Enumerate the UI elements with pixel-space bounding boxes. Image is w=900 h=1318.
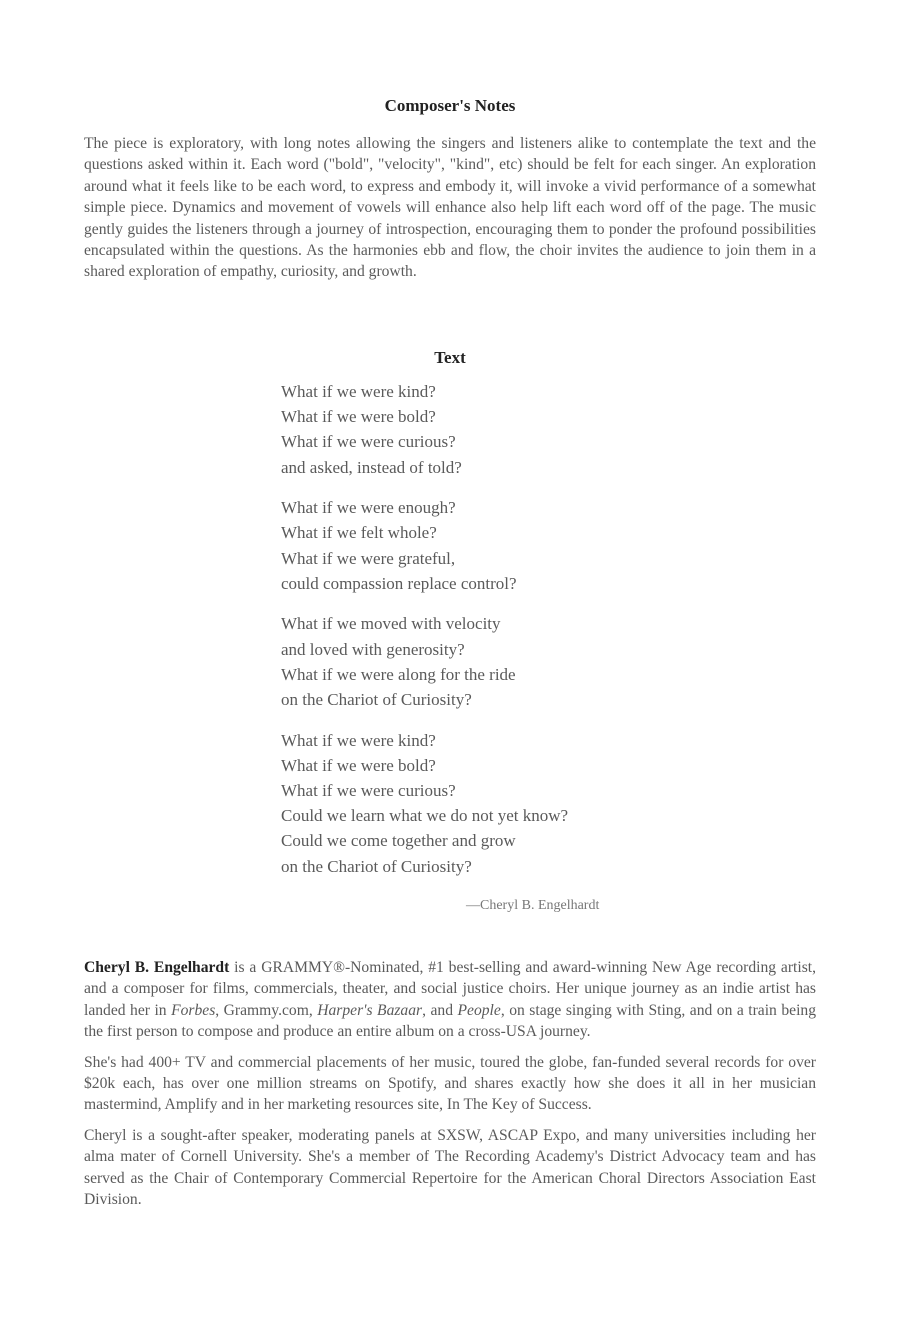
composers-notes-heading: Composer's Notes [384,96,516,115]
poem-line: What if we were curious? [281,432,456,452]
poem-line: What if we were kind? [281,382,436,401]
bio-paragraph: Cheryl is a sought-after speaker, moderating panels at SXSW, ASCAP Expo, and many universities including her alma mater of Cornell University. She's a member of The Recording Academy's District Advocacy team and has served as the Chair of Contemporary Commercial Repertoire for the American Choral Directors Association East Division. [84,1126,816,1209]
bio-name: Cheryl B. Engelhardt [84,959,230,976]
poem-line: What if we were curious? [281,781,456,801]
bio-publication: People [457,1001,501,1019]
bio-text: is a GRAMMY®-Nominated, #1 best-selling and award-winning New Age recording artist, and a composer for films, commercials, theater, and social justice choirs. Her unique journey as an indie artist has landed her in [84,959,817,1019]
bio-publication: Harper's Bazaar [317,1001,423,1019]
poem-line: What if we were along for the ride [281,664,516,684]
poem-line: on the Chariot of Curiosity? [281,690,472,710]
poem-line: What if we moved with velocity [281,614,501,634]
poem-line: on the Chariot of Curiosity? [281,856,472,876]
poem-line: What if we were bold? [281,755,436,775]
poem-line: and asked, instead of told? [281,457,462,477]
composers-notes-body: The piece is exploratory, with long notes allowing the singers and listeners alike to contemplate the text and the questions asked within it. Each word ("bold", "velocity", "kind", etc) should be felt for each singer. An exploration around what it feels like to be each word, to express and embody it, will invoke a vivid performance of a somewhat simple piece. Dynamics and movement of vowels will enhance also help lift each word off of the page. The music gently guides the listeners through a journey of introspection, encouraging them to ponder the profound possibilities encapsulated within the questions. As the harmonies ebb and flow, the choir invites the audience to join them in a shared exploration of empathy, curiosity, and growth. [84,135,816,281]
poem-line: What if we were enough? [281,498,456,518]
poem-stanza [281,379,701,480]
poem-line: What if we felt whole? [281,523,437,543]
poem-stanza [281,728,701,879]
poem-line: What if we were bold? [281,407,436,427]
poem [281,379,701,894]
poem-line: and loved with generosity? [281,639,465,659]
poem-stanza [281,495,701,596]
composer-bio [84,957,816,1219]
poem-line: Could we learn what we do not yet know? [281,806,569,826]
poem-line: What if we were grateful, [281,548,456,568]
poem-line: Could we come together and grow [281,831,516,851]
bio-text: , Grammy.com, [215,1001,318,1019]
text-heading: Text [434,348,466,367]
bio-text: , on stage singing with Sting, and on a train being the first person to compose and produce an entire album on a cross-USA journey. [84,1001,816,1041]
bio-text: , and [422,1001,458,1019]
bio-paragraph [84,957,816,1043]
poem-line: could compassion replace control? [281,573,517,593]
bio-publication: Forbes [171,1001,216,1019]
poem-stanza [281,611,701,712]
poem-signature: —Cheryl B. Engelhardt [466,898,600,913]
bio-paragraph: She's had 400+ TV and commercial placements of her music, toured the globe, fan-funded several records for over $20k each, has over one million streams on Spotify, and shares exactly how she does it all in her musician mastermind, Amplify and in her marketing resources site, In The Key of Success. [84,1053,816,1114]
poem-line: What if we were kind? [281,730,436,750]
